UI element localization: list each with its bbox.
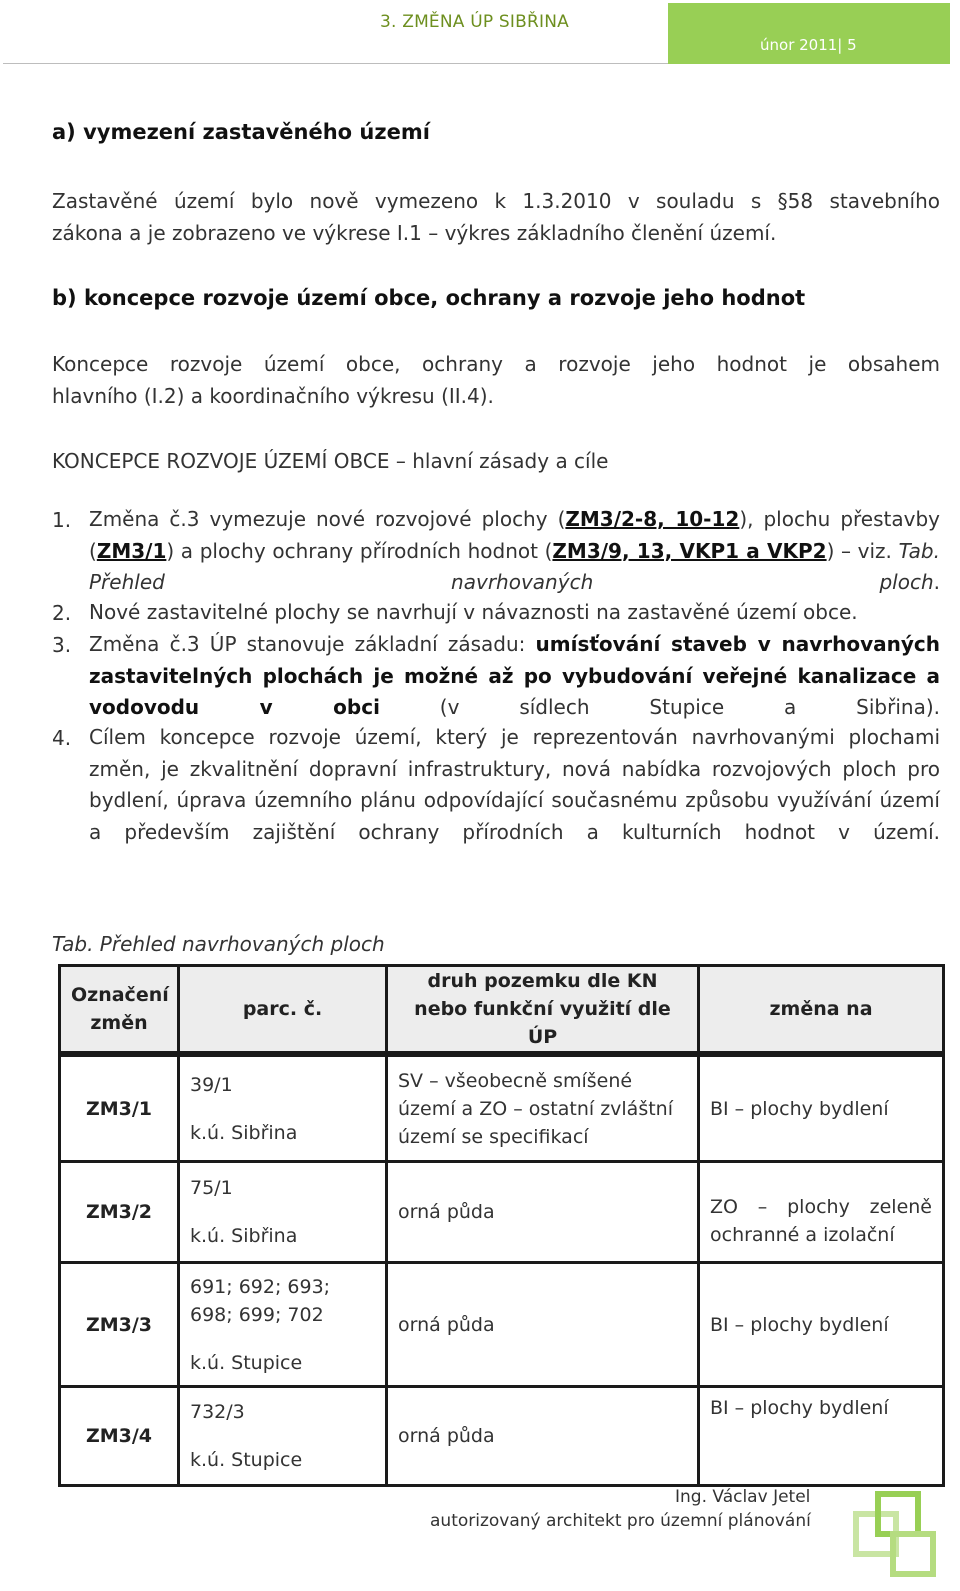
row-cadastre: k.ú. Sibřina xyxy=(190,1121,298,1144)
section-b-heading: b) koncepce rozvoje území obce, ochrany a rozvoje jeho hodnot xyxy=(52,286,806,310)
table-row xyxy=(60,1263,944,1387)
header-date-box xyxy=(668,3,950,64)
header-cell-code: Označení změn xyxy=(60,966,179,1053)
author-name: Ing. Václav Jetel xyxy=(675,1487,811,1507)
list-item-3-text: Změna č.3 ÚP stanovuje základní zásadu: xyxy=(89,632,536,656)
areas-link: ZM3/2-8, 10-12 xyxy=(565,507,740,531)
row-code: ZM3/1 xyxy=(60,1056,179,1162)
row-change: BI – plochy bydlení xyxy=(699,1263,944,1387)
author-role: autorizovaný architekt pro územní plánování xyxy=(430,1511,811,1531)
list-item-1-text: . xyxy=(933,570,940,594)
list-item-1 xyxy=(89,504,940,599)
list-item-1-text: ) a plochy ochrany přírodních hodnot ( xyxy=(166,538,553,563)
document-title: 3. ZMĚNA ÚP SIBŘINA xyxy=(380,12,569,32)
header-date: únor 2011| 5 xyxy=(760,36,857,54)
row-parcel-cell xyxy=(179,1056,387,1162)
row-cadastre: k.ú. Sibřina xyxy=(190,1225,298,1247)
row-kind: orná půda xyxy=(387,1263,699,1387)
list-number-1: 1. xyxy=(52,508,72,532)
section-a-paragraph xyxy=(52,186,940,249)
protection-link: ZM3/9, 13, VKP1 a VKP2 xyxy=(552,538,827,563)
concept-subheading: KONCEPCE ROZVOJE ÚZEMÍ OBCE – hlavní zásady a cíle xyxy=(52,449,609,473)
list-item-2: Nové zastavitelné plochy se navrhují v návaznosti na zastavěné území obce. xyxy=(89,600,858,624)
table-header-row xyxy=(60,966,944,1053)
row-code: ZM3/3 xyxy=(60,1263,179,1387)
section-b-line-1: Koncepce rozvoje území obce, ochrany a rozvoje jeho hodnot je obsahem xyxy=(52,352,940,376)
row-cadastre: k.ú. Stupice xyxy=(190,1351,303,1374)
list-item-4: Cílem koncepce rozvoje území, který je reprezentován navrhovanými plochami změn, je zkvalitnění dopravní infrastruktury, nová nabídka rozvojových ploch pro bydlení, úprava územního plánu odpovídající současnému způsobu využívání území a především zajištění ochrany přírodních a kulturních hodnot v území. xyxy=(89,725,940,844)
row-parcel-cell xyxy=(179,1387,387,1486)
header-cell-change: změna na xyxy=(699,966,944,1053)
table-row xyxy=(60,1056,944,1162)
section-b-paragraph xyxy=(52,349,940,412)
header-cell-kind: druh pozemku dle KN nebo funkční využití dle ÚP xyxy=(387,966,699,1053)
row-change: ZO – plochy zeleně ochranné a izolační xyxy=(699,1162,944,1263)
row-code: ZM3/4 xyxy=(60,1387,179,1486)
row-kind: orná půda xyxy=(387,1387,699,1486)
row-parcel: 39/1 xyxy=(190,1073,233,1096)
architect-logo-icon xyxy=(848,1484,948,1584)
areas-table xyxy=(58,964,945,1487)
list-item-3-principle: umísťování staveb v navrhovaných zastavitelných plochách je možné až po vybudování veřejné kanalizace a vodovodu v obci xyxy=(89,632,940,719)
list-number-4: 4. xyxy=(52,726,72,750)
table-row xyxy=(60,1387,944,1486)
table-reference: Tab. Přehled navrhovaných ploch xyxy=(89,538,940,594)
row-kind: SV – všeobecně smíšené území a ZO – ostatní zvláštní území se specifikací xyxy=(387,1056,699,1162)
row-code: ZM3/2 xyxy=(60,1162,179,1263)
row-kind: orná půda xyxy=(387,1162,699,1263)
list-item-1-text: ) – viz. xyxy=(826,538,899,563)
list-number-2: 2. xyxy=(52,601,72,625)
list-item-3 xyxy=(89,629,940,724)
section-b-line-2: hlavního (I.2) a koordinačního výkresu (II.4). xyxy=(52,383,494,408)
row-parcel: 691; 692; 693; 698; 699; 702 xyxy=(190,1275,331,1326)
header-divider xyxy=(3,63,668,64)
row-parcel-cell xyxy=(179,1263,387,1387)
section-a-heading: a) vymezení zastavěného území xyxy=(52,120,430,144)
list-item-1-text: Změna č.3 vymezuje nové rozvojové plochy ( xyxy=(89,507,566,531)
list-item-1-text: ), plochu přestavby ( xyxy=(89,507,940,563)
row-change: BI – plochy bydlení xyxy=(699,1387,944,1486)
list-number-3: 3. xyxy=(52,633,72,657)
table-caption: Tab. Přehled navrhovaných ploch xyxy=(52,932,385,956)
table-row xyxy=(60,1162,944,1263)
row-parcel: 75/1 xyxy=(190,1177,233,1199)
header-cell-parcel: parc. č. xyxy=(179,966,387,1053)
row-change: BI – plochy bydlení xyxy=(699,1056,944,1162)
row-parcel-cell xyxy=(179,1162,387,1263)
rebuild-link: ZM3/1 xyxy=(96,538,167,563)
row-cadastre: k.ú. Stupice xyxy=(190,1449,303,1471)
section-a-line-1: Zastavěné území bylo nově vymezeno k 1.3.2010 v souladu s §58 stavebního xyxy=(52,189,940,213)
section-a-line-2: zákona a je zobrazeno ve výkrese I.1 – výkres základního členění území. xyxy=(52,220,777,245)
row-parcel: 732/3 xyxy=(190,1401,245,1423)
list-item-3-text: (v sídlech Stupice a Sibřina). xyxy=(379,695,940,719)
